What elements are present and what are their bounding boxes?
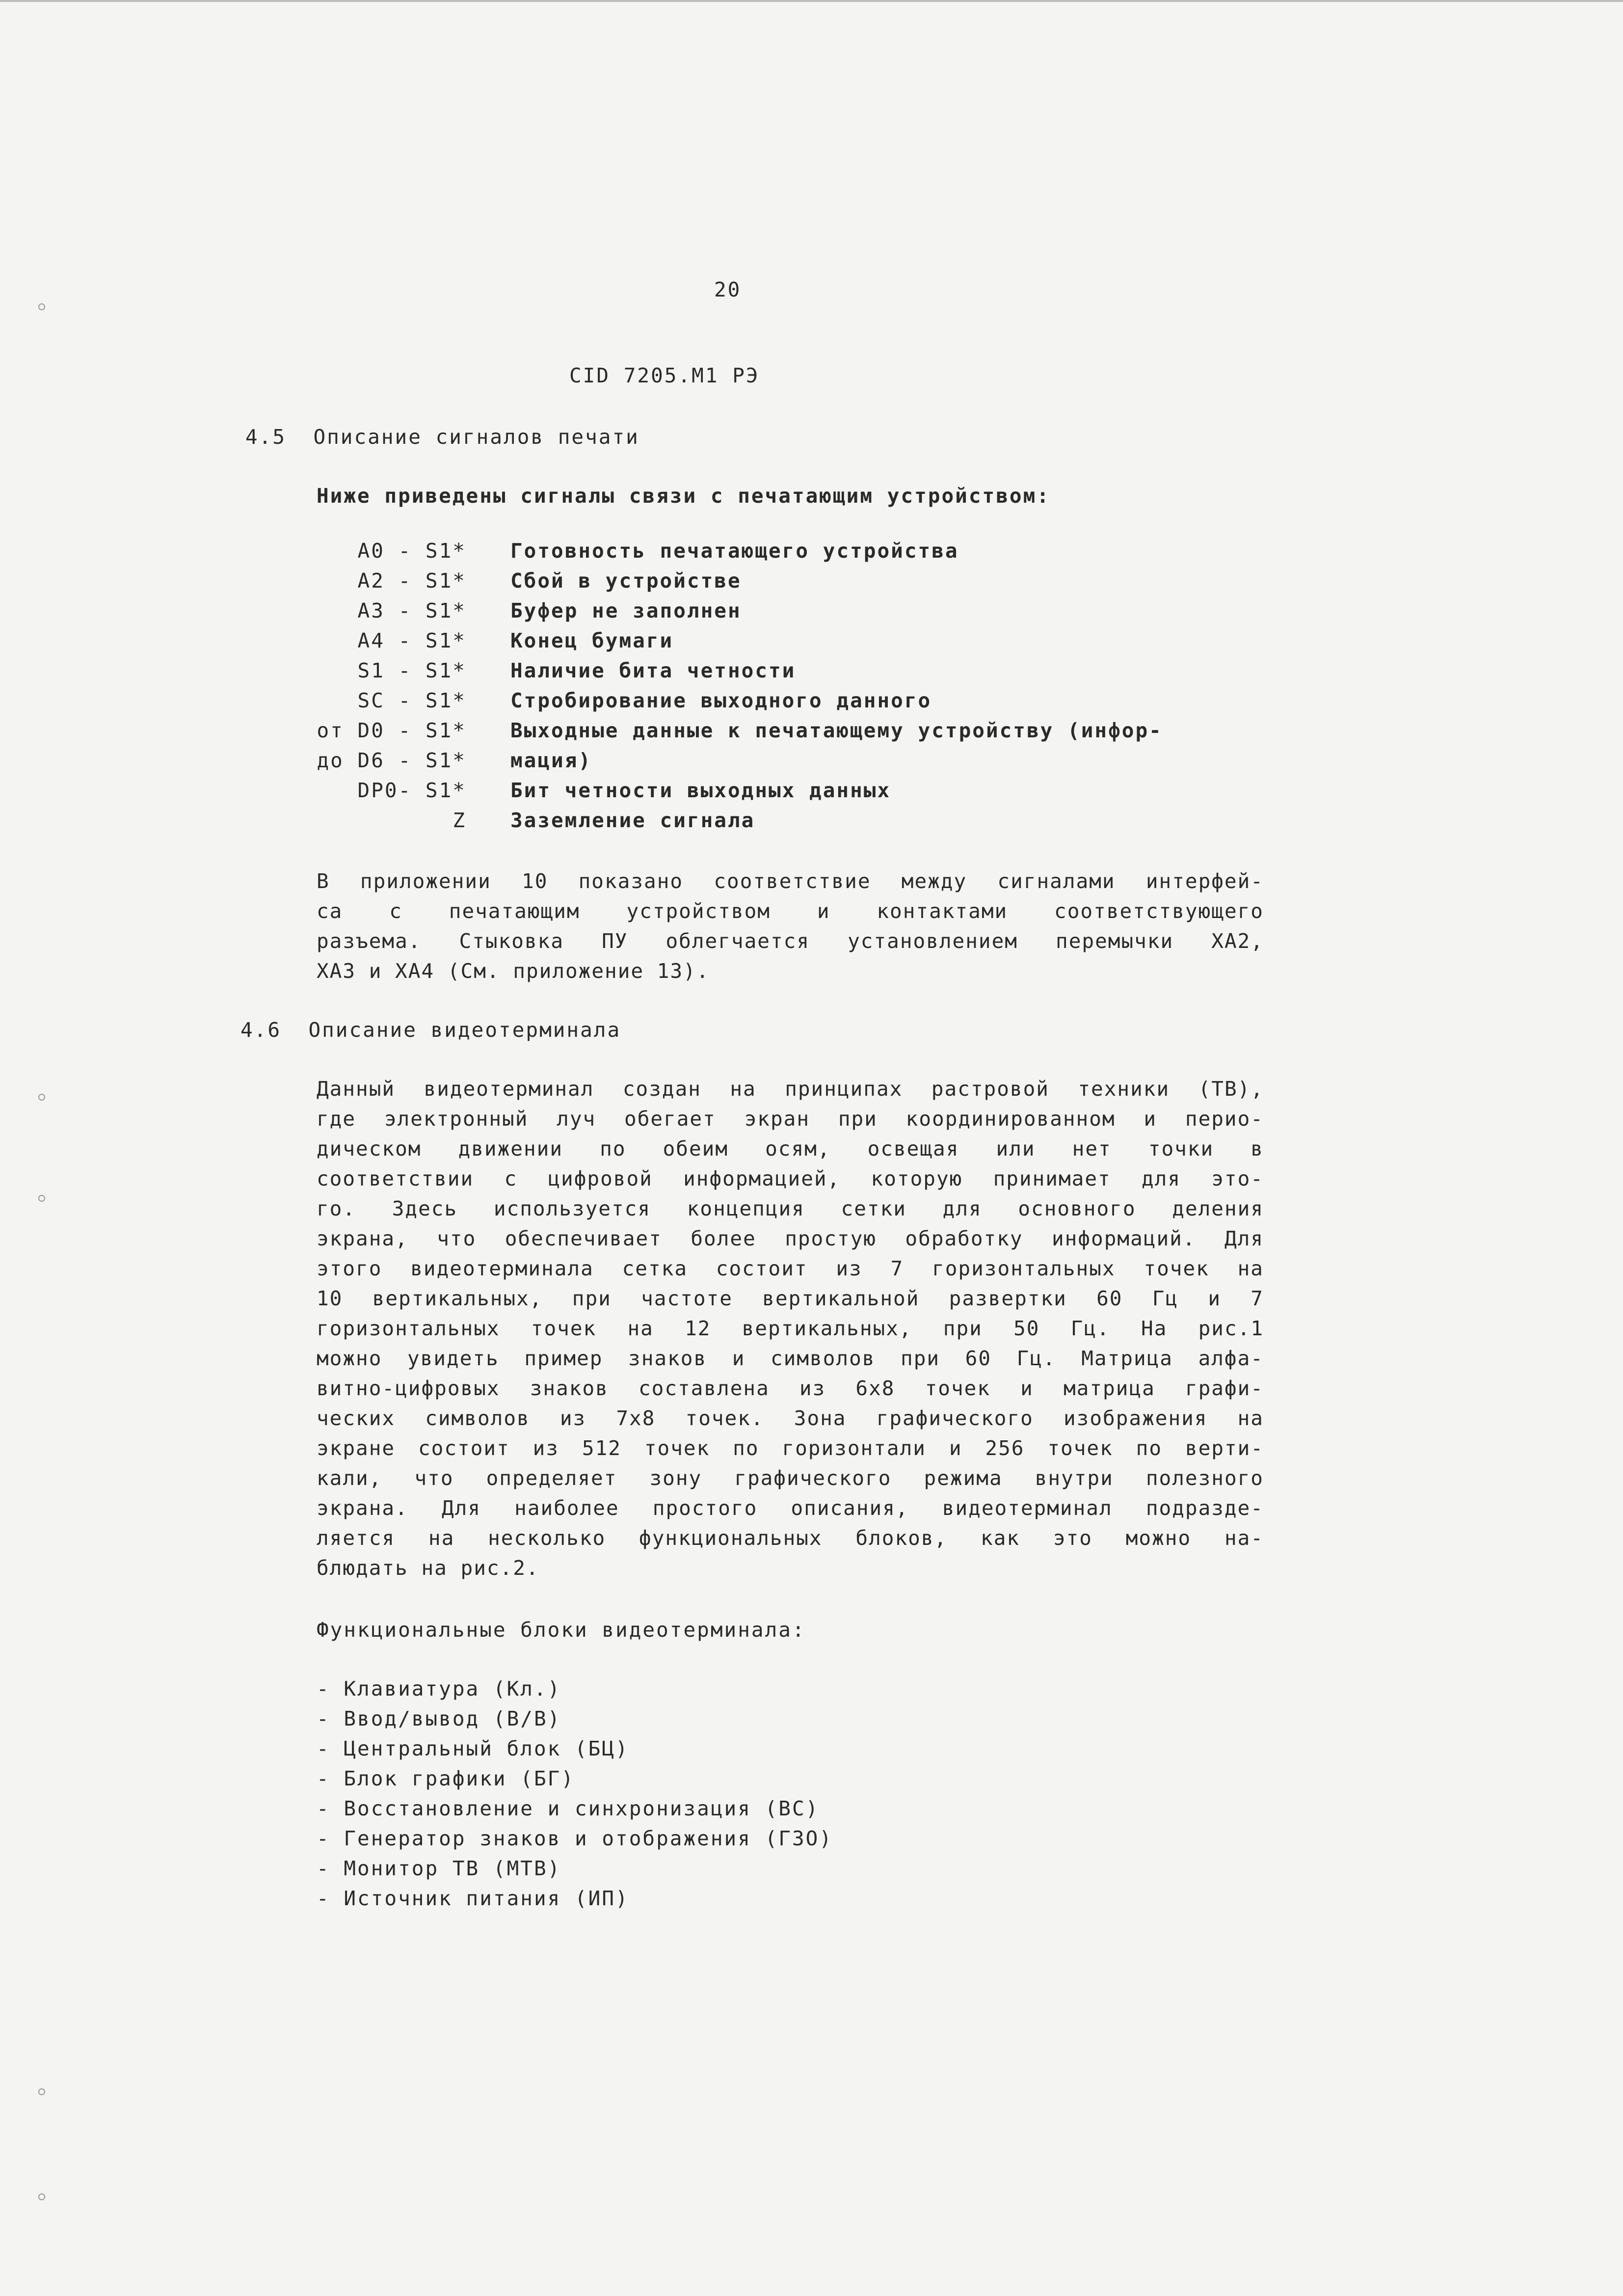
signal-code: от D0 - S1*	[317, 719, 466, 742]
signal-description: Наличие бита четности	[510, 659, 796, 682]
paragraph-line: экране состоит из 512 точек по горизонтали и 256 точек по верти-	[317, 1436, 1264, 1460]
paragraph-line: этого видеотерминала сетка состоит из 7 горизонтальных точек на	[317, 1257, 1264, 1280]
list-item: - Монитор ТВ (МТВ)	[317, 1857, 561, 1880]
signal-code: A4 - S1*	[357, 629, 466, 652]
paragraph-line: ляется на несколько функциональных блоков, как это можно на-	[317, 1526, 1264, 1550]
scan-mark	[38, 1094, 45, 1101]
signal-description: Бит четности выходных данных	[510, 779, 891, 802]
paragraph-line: блюдать на рис.2.	[317, 1556, 539, 1580]
signal-row	[0, 539, 1623, 569]
signal-row	[0, 569, 1623, 599]
signal-row	[0, 689, 1623, 719]
signal-description: Выходные данные к печатающему устройству (инфор-	[510, 719, 1163, 742]
paragraph-line: витно-цифровых знаков составлена из 6х8 точек и матрица графи-	[317, 1377, 1264, 1400]
section-title: Описание сигналов печати	[313, 425, 639, 449]
paragraph-line: можно увидеть пример знаков и символов при 60 Гц. Матрица алфа-	[317, 1347, 1264, 1370]
scan-mark	[38, 1195, 45, 1202]
section-4-5-paragraph	[317, 866, 1264, 986]
section-number: 4.5	[245, 425, 287, 449]
list-item: - Генератор знаков и отображения (ГЗО)	[317, 1827, 833, 1850]
scan-top-edge	[0, 0, 1623, 2]
list-item: - Блок графики (БГ)	[317, 1767, 575, 1790]
paragraph-line: го. Здесь используется концепция сетки для основного деления	[317, 1197, 1264, 1220]
section-4-6-heading	[240, 1015, 621, 1045]
signal-code: до D6 - S1*	[317, 749, 466, 772]
list-item: - Центральный блок (БЦ)	[317, 1737, 629, 1760]
signal-row	[0, 629, 1623, 659]
scan-mark	[38, 303, 45, 310]
paragraph-line: соответствии с цифровой информацией, которую принимает для это-	[317, 1167, 1264, 1190]
paragraph-line: горизонтальных точек на 12 вертикальных, при 50 Гц. На рис.1	[317, 1317, 1264, 1340]
paragraph-line: 10 вертикальных, при частоте вертикальной развертки 60 Гц и 7	[317, 1287, 1264, 1310]
signal-code: A2 - S1*	[357, 569, 466, 593]
signal-code: A0 - S1*	[357, 539, 466, 563]
paragraph-line: где электронный луч обегает экран при координированном и перио-	[317, 1107, 1264, 1131]
signal-row	[0, 599, 1623, 629]
paragraph-line: кали, что определяет зону графического режима внутри полезного	[317, 1466, 1264, 1490]
signal-code: SC - S1*	[357, 689, 466, 712]
signal-row	[0, 749, 1623, 779]
document-id: CID 7205.M1 РЭ	[569, 364, 760, 387]
paragraph-line: са с печатающим устройством и контактами соответствующего	[317, 899, 1264, 923]
signal-description: Конец бумаги	[510, 629, 674, 652]
list-item: - Восстановление и синхронизация (ВС)	[317, 1797, 820, 1820]
signal-code: Z	[452, 809, 466, 832]
section-4-5-heading	[245, 422, 639, 452]
paragraph-line: ХА3 и ХА4 (См. приложение 13).	[317, 959, 710, 983]
signal-code: DP0- S1*	[357, 779, 466, 802]
paragraph-line: экрана. Для наиболее простого описания, видеотерминал подразде-	[317, 1496, 1264, 1520]
list-item: - Клавиатура (Кл.)	[317, 1677, 561, 1701]
signal-description: Стробирование выходного данного	[510, 689, 932, 712]
signal-row	[0, 809, 1623, 838]
list-item: - Ввод/вывод (В/В)	[317, 1707, 561, 1730]
paragraph-line: дическом движении по обеим осям, освещая или нет точки в	[317, 1137, 1264, 1161]
paragraph-line: ческих символов из 7х8 точек. Зона графического изображения на	[317, 1406, 1264, 1430]
scan-mark	[38, 2193, 45, 2200]
signal-code: S1 - S1*	[357, 659, 466, 682]
signal-code: A3 - S1*	[357, 599, 466, 622]
signal-row	[0, 719, 1623, 749]
signal-description: мация)	[510, 749, 592, 772]
section-title: Описание видеотерминала	[308, 1018, 621, 1042]
paragraph-line: экрана, что обеспечивает более простую обработку информаций. Для	[317, 1227, 1264, 1250]
signal-description: Готовность печатающего устройства	[510, 539, 959, 563]
signal-description: Заземление сигнала	[510, 809, 755, 832]
signal-description: Сбой в устройстве	[510, 569, 742, 593]
signal-description: Буфер не заполнен	[510, 599, 742, 622]
signal-row	[0, 779, 1623, 809]
section-number: 4.6	[240, 1018, 282, 1042]
blocks-title: Функциональные блоки видеотерминала:	[317, 1618, 806, 1642]
signal-row	[0, 659, 1623, 689]
list-item: - Источник питания (ИП)	[317, 1887, 629, 1910]
paragraph-line: Данный видеотерминал создан на принципах растровой техники (ТВ),	[317, 1077, 1264, 1101]
paragraph-line: В приложении 10 показано соответствие между сигналами интерфей-	[317, 869, 1264, 893]
section-4-5-intro: Ниже приведены сигналы связи с печатающим устройством:	[317, 484, 1050, 508]
scan-mark	[38, 2088, 45, 2095]
functional-blocks-list	[317, 1674, 833, 1914]
page-number: 20	[714, 278, 742, 301]
paragraph-line: разъема. Стыковка ПУ облегчается установлением перемычки ХА2,	[317, 929, 1264, 953]
section-4-6-paragraph	[317, 1074, 1264, 1583]
